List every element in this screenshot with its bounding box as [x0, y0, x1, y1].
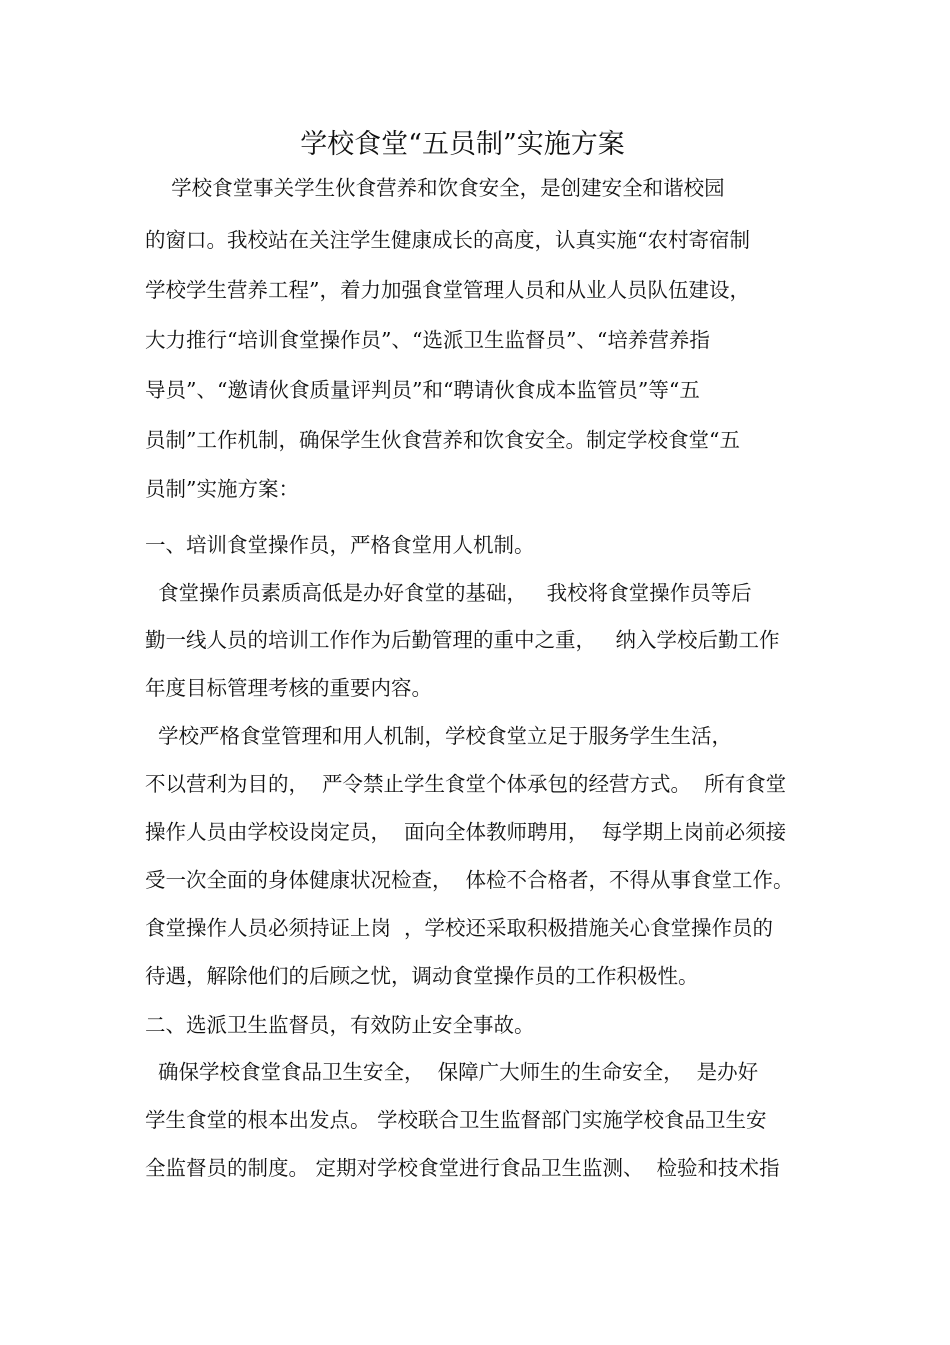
- body-text-line: 员制”工作机制，确保学生伙食营养和饮食安全。制定学校食堂“五: [145, 428, 740, 452]
- body-text-line: 勤一线人员的培训工作作为后勤管理的重中之重， 纳入学校后勤工作: [145, 628, 780, 652]
- page-title: 学校食堂“五员制”实施方案: [300, 129, 625, 160]
- body-text-line: 年度目标管理考核的重要内容。: [145, 676, 432, 700]
- body-text-line: 的窗口。我校站在关注学生健康成长的高度，认真实施“农村寄宿制: [145, 228, 750, 252]
- body-text-line: 学校严格食堂管理和用人机制，学校食堂立足于服务学生生活，: [145, 724, 733, 748]
- body-text-line: 全监督员的制度。 定期对学校食堂进行食品卫生监测、 检验和技术指: [145, 1156, 780, 1180]
- body-text-line: 不以营利为目的， 严令禁止学生食堂个体承包的经营方式。 所有食堂: [145, 772, 787, 796]
- body-text-line: 员制”实施方案：: [145, 477, 299, 501]
- section-heading: 一、培训食堂操作员，严格食堂用人机制。: [145, 533, 535, 557]
- body-text-line: 待遇，解除他们的后顾之忧，调动食堂操作员的工作积极性。: [145, 964, 699, 988]
- body-text-line: 导员”、“邀请伙食质量评判员”和“聘请伙食成本监管员”等“五: [145, 378, 700, 402]
- body-text-line: 操作人员由学校设岗定员， 面向全体教师聘用， 每学期上岗前必须接: [145, 820, 787, 844]
- body-text-line: 确保学校食堂食品卫生安全， 保障广大师生的生命安全， 是办好: [145, 1060, 759, 1084]
- body-text-line: 学校学生营养工程”，着力加强食堂管理人员和从业人员队伍建设，: [145, 278, 750, 302]
- body-text-line: 食堂操作员素质高低是办好食堂的基础， 我校将食堂操作员等后: [145, 581, 752, 605]
- body-text-line: 大力推行“培训食堂操作员”、“选派卫生监督员”、“培养营养指: [145, 328, 710, 352]
- body-text-line: 食堂操作人员必须持证上岗 ，学校还采取积极措施关心食堂操作员的: [145, 916, 774, 940]
- body-text-line: 学校食堂事关学生伙食营养和饮食安全，是创建安全和谐校园: [145, 176, 725, 200]
- section-heading: 二、选派卫生监督员，有效防止安全事故。: [145, 1013, 535, 1037]
- body-text-line: 学生食堂的根本出发点。 学校联合卫生监督部门实施学校食品卫生安: [145, 1108, 767, 1132]
- body-text-line: 受一次全面的身体健康状况检查， 体检不合格者，不得从事食堂工作。: [145, 868, 794, 892]
